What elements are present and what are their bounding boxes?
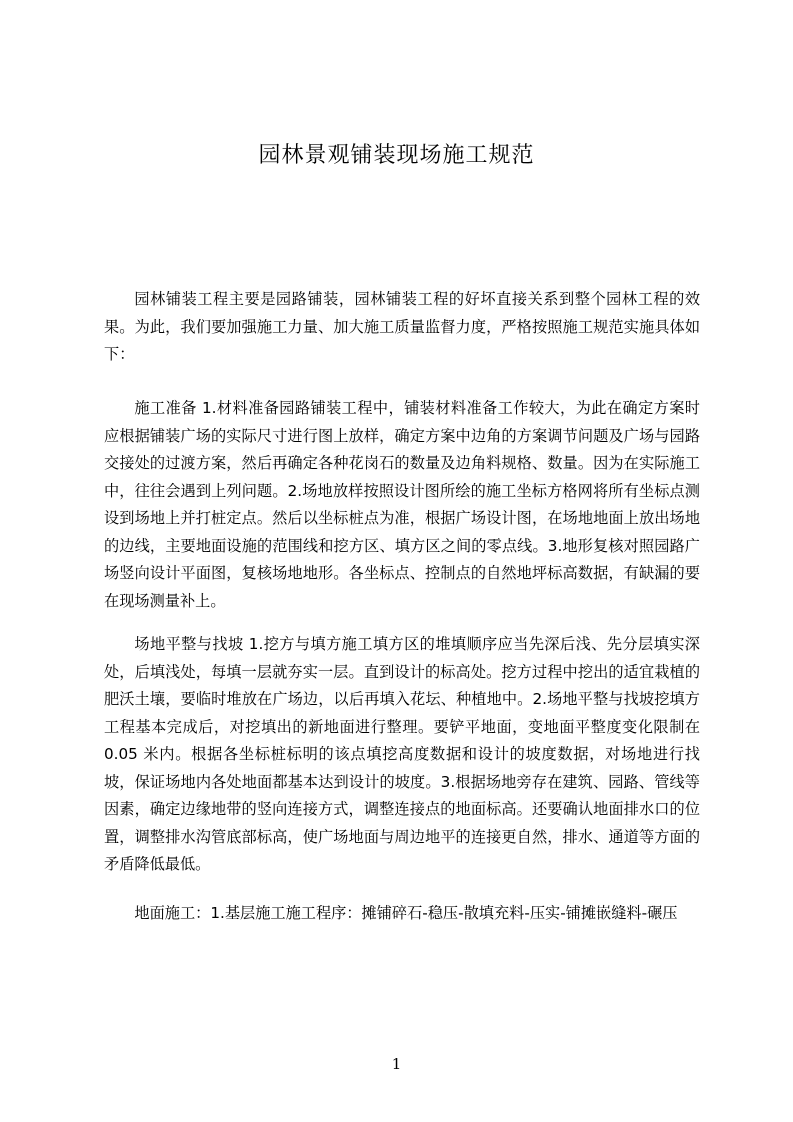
paragraph-intro: 园林铺装工程主要是园路铺装，园林铺装工程的好坏直接关系到整个园林工程的效果。为此，我们要加强施工力量、加大施工质量监督力度，严格按照施工规范实施具体如下： xyxy=(104,290,700,363)
paragraph-site-grading: 场地平整与找坡 1.挖方与填方施工填方区的堆填顺序应当先深后浅、先分层填实深处，后填浅处，每填一层就夯实一层。直到设计的标高处。挖方过程中挖出的适宜栽植的肥沃土壤，要临时堆放在广场边，以后再填入花坛、种植地中。2.场地平整与找坡挖填方工程基本完成后，对挖填出的新地面进行整理。要铲平地面，变地面平整度变化限制在 0.05 米内。根据各坐标桩标明的该点填挖高度数据和设计的坡度数据，对场地进行找坡，保证场地内各处地面都基本达到设计的坡度。3.根据场地旁存在建筑、园路、管线等因素，确定边缘地带的竖向连接方式，调整连接点的地面标高。还要确认地面排水口的位置，调整排水沟管底部标高，使广场地面与周边地平的连接更自然，排水、通道等方面的矛盾降低最低。 xyxy=(104,635,700,873)
document-title: 园林景观铺装现场施工规范 xyxy=(258,143,535,168)
paragraph-construction-preparation: 施工准备 1.材料准备园路铺装工程中，铺装材料准备工作较大，为此在确定方案时应根据铺装广场的实际尺寸进行图上放样，确定方案中边角的方案调节问题及广场与园路交接处的过渡方案，然后再确定各种花岗石的数量及边角料规格、数量。因为在实际施工中，往往会遇到上列问题。2.场地放样按照设计图所绘的施工坐标方格网将所有坐标点测设到场地上并打桩定点。然后以坐标桩点为准，根据广场设计图，在场地地面上放出场地的边线，主要地面设施的范围线和挖方区、填方区之间的零点线。3.地形复核对照园路广场竖向设计平面图，复核场地地形。各坐标点、控制点的自然地坪标高数据，有缺漏的要在现场测量补上。 xyxy=(104,399,700,610)
paragraph-ground-construction: 地面施工：1.基层施工施工程序：摊铺碎石-稳压-散填充料-压实-铺摊嵌缝料-碾压 xyxy=(134,904,678,922)
page-number: 1 xyxy=(391,1055,402,1073)
